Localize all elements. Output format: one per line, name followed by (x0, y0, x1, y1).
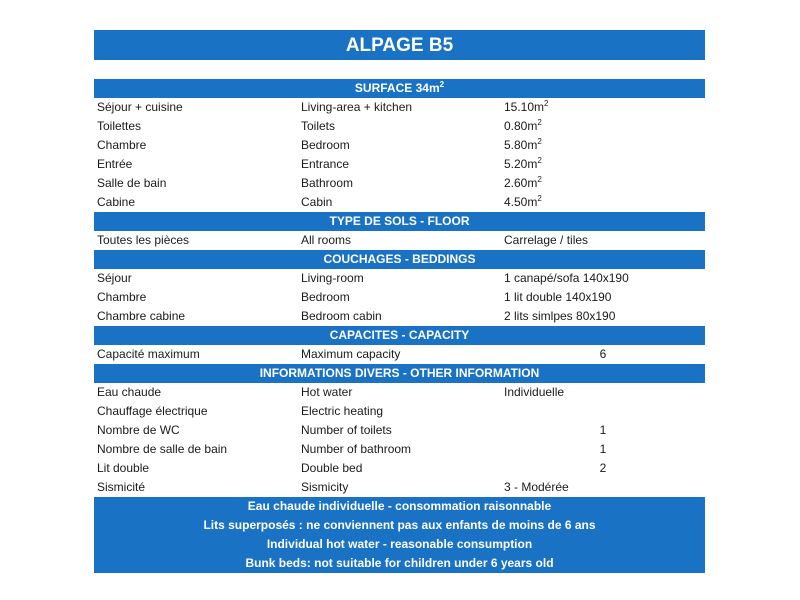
table-row (94, 440, 705, 459)
label-fr: Toilettes (97, 119, 142, 133)
label-en: Double bed (301, 461, 363, 475)
label-fr: Lit double (97, 461, 150, 475)
table-row (94, 174, 705, 193)
table-row (94, 288, 705, 307)
value: 2 (599, 461, 607, 475)
area-unit-sup: 2 (537, 156, 542, 165)
table-row (94, 136, 705, 155)
note-line: Eau chaude individuelle - consommation raisonnable (247, 499, 552, 513)
label-en: Bedroom (301, 138, 350, 152)
area-unit-sup: 2 (544, 99, 549, 108)
value (501, 117, 705, 136)
label-fr: Toutes les pièces (97, 233, 190, 247)
table-row (94, 402, 705, 421)
section-header-beddings: COUCHAGES - BEDDINGS (94, 250, 705, 269)
table-row (94, 383, 705, 402)
table-row (94, 155, 705, 174)
area-unit-sup: 2 (537, 194, 542, 203)
label-fr: Entrée (97, 157, 133, 171)
label-fr: Capacité maximum (97, 347, 200, 361)
table-row (94, 421, 705, 440)
label-en: Bedroom cabin (301, 309, 382, 323)
label-en: Bedroom (301, 290, 350, 304)
value: 6 (599, 347, 607, 361)
value (501, 174, 705, 193)
label-fr: Eau chaude (97, 385, 162, 399)
label-fr: Chauffage électrique (97, 404, 208, 418)
area-unit-sup: 2 (537, 137, 542, 146)
value (501, 193, 705, 212)
label-en: Entrance (301, 157, 350, 171)
label-fr: Sismicité (97, 480, 146, 494)
area-value: 4.50m (504, 195, 538, 209)
spacer (94, 60, 705, 79)
value (501, 136, 705, 155)
label-en: Number of toilets (301, 423, 392, 437)
table-row (94, 345, 705, 364)
area-unit-sup: 2 (537, 118, 542, 127)
value: 1 lit double 140x190 (504, 290, 612, 304)
value (501, 155, 705, 174)
value: 1 canapé/sofa 140x190 (504, 271, 629, 285)
table-row (94, 98, 705, 117)
section-header-floor: TYPE DE SOLS - FLOOR (94, 212, 705, 231)
table-row (94, 231, 705, 250)
label-en: Living-room (301, 271, 364, 285)
section-header-surface (94, 79, 705, 98)
value (501, 402, 705, 421)
label-en: Living-area + kitchen (301, 100, 413, 114)
label-fr: Nombre de WC (97, 423, 180, 437)
note-line: Individual hot water - reasonable consumption (266, 537, 533, 551)
label-fr: Chambre cabine (97, 309, 186, 323)
value: Individuelle (504, 385, 565, 399)
label-fr: Nombre de salle de bain (97, 442, 228, 456)
note-line: Lits superposés : ne conviennent pas aux enfants de moins de 6 ans (203, 518, 596, 532)
value (501, 98, 705, 117)
value: Carrelage / tiles (504, 233, 589, 247)
surface-header-text: SURFACE 34m (354, 81, 440, 95)
area-value: 2.60m (504, 176, 538, 190)
table-row (94, 307, 705, 326)
area-value: 5.80m (504, 138, 538, 152)
page-title: ALPAGE B5 (94, 30, 705, 60)
label-fr: Cabine (97, 195, 136, 209)
label-en: Sismicity (301, 480, 349, 494)
table-row (94, 459, 705, 478)
table-row (94, 478, 705, 497)
info-sheet (94, 30, 705, 573)
surface-header-sup: 2 (439, 80, 445, 89)
label-fr: Chambre (97, 290, 147, 304)
table-row (94, 269, 705, 288)
label-en: All rooms (301, 233, 352, 247)
label-en: Maximum capacity (301, 347, 401, 361)
table-row (94, 193, 705, 212)
label-fr: Séjour + cuisine (97, 100, 183, 114)
label-en: Number of bathroom (301, 442, 412, 456)
label-en: Electric heating (301, 404, 384, 418)
label-en: Cabin (301, 195, 333, 209)
area-value: 0.80m (504, 119, 538, 133)
section-header-capacity: CAPACITES - CAPACITY (94, 326, 705, 345)
notes-block (94, 497, 705, 573)
note-line: Bunk beds: not suitable for children under 6 years old (245, 556, 554, 570)
label-en: Hot water (301, 385, 353, 399)
value: 3 - Modérée (504, 480, 569, 494)
value: 2 lits simlpes 80x190 (504, 309, 616, 323)
section-header-info: INFORMATIONS DIVERS - OTHER INFORMATION (94, 364, 705, 383)
value: 1 (599, 442, 607, 456)
label-fr: Salle de bain (97, 176, 167, 190)
area-value: 5.20m (504, 157, 538, 171)
table-row (94, 117, 705, 136)
area-value: 15.10m (504, 100, 545, 114)
label-en: Toilets (301, 119, 336, 133)
label-fr: Séjour (97, 271, 132, 285)
label-fr: Chambre (97, 138, 147, 152)
value: 1 (599, 423, 607, 437)
area-unit-sup: 2 (537, 175, 542, 184)
label-en: Bathroom (301, 176, 354, 190)
